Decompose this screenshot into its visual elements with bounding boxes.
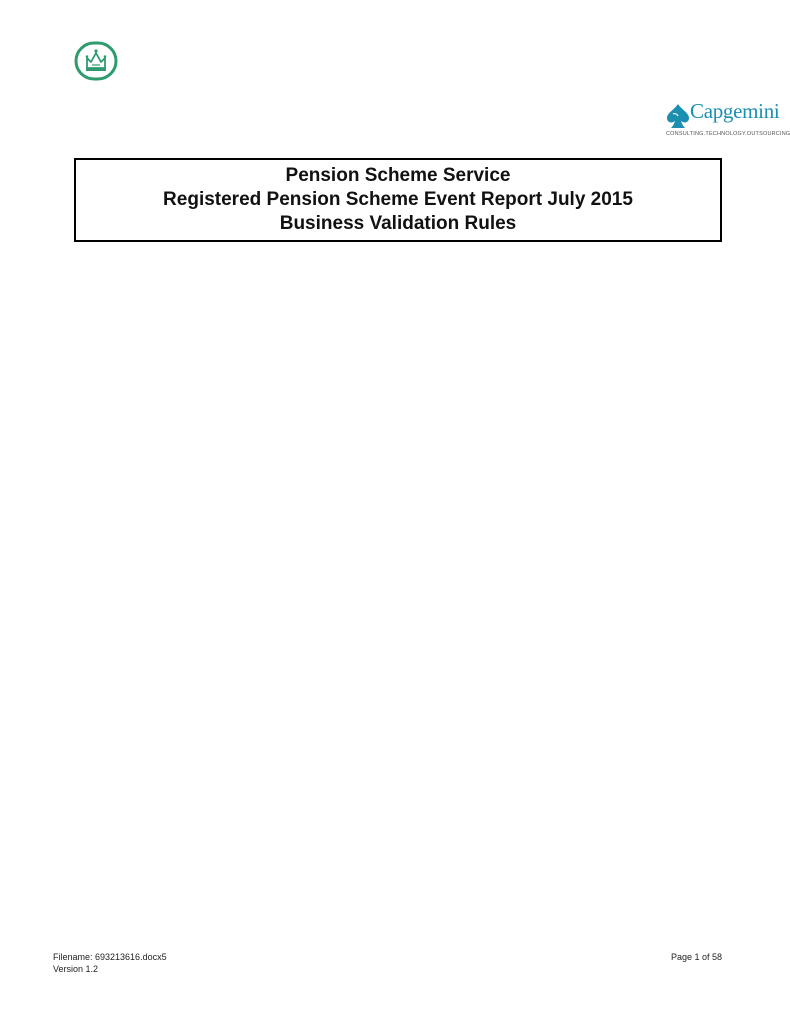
footer-left bbox=[53, 951, 167, 975]
crown-icon bbox=[73, 41, 119, 81]
capgemini-logo bbox=[662, 98, 790, 144]
title-line-3: Business Validation Rules bbox=[279, 213, 517, 234]
title-line-2: Registered Pension Scheme Event Report July 2015 bbox=[163, 189, 633, 210]
capgemini-tagline: CONSULTING.TECHNOLOGY.OUTSOURCING bbox=[666, 131, 790, 137]
capgemini-wordmark: Capgemini bbox=[690, 99, 780, 123]
footer-page-number: Page 1 of 58 bbox=[670, 952, 722, 962]
title-line-1: Pension Scheme Service bbox=[285, 165, 511, 186]
footer-version: Version 1.2 bbox=[53, 964, 99, 974]
spade-icon bbox=[664, 102, 692, 130]
title-box bbox=[74, 158, 722, 242]
footer-filename: Filename: 693213616.docx5 bbox=[53, 952, 167, 962]
